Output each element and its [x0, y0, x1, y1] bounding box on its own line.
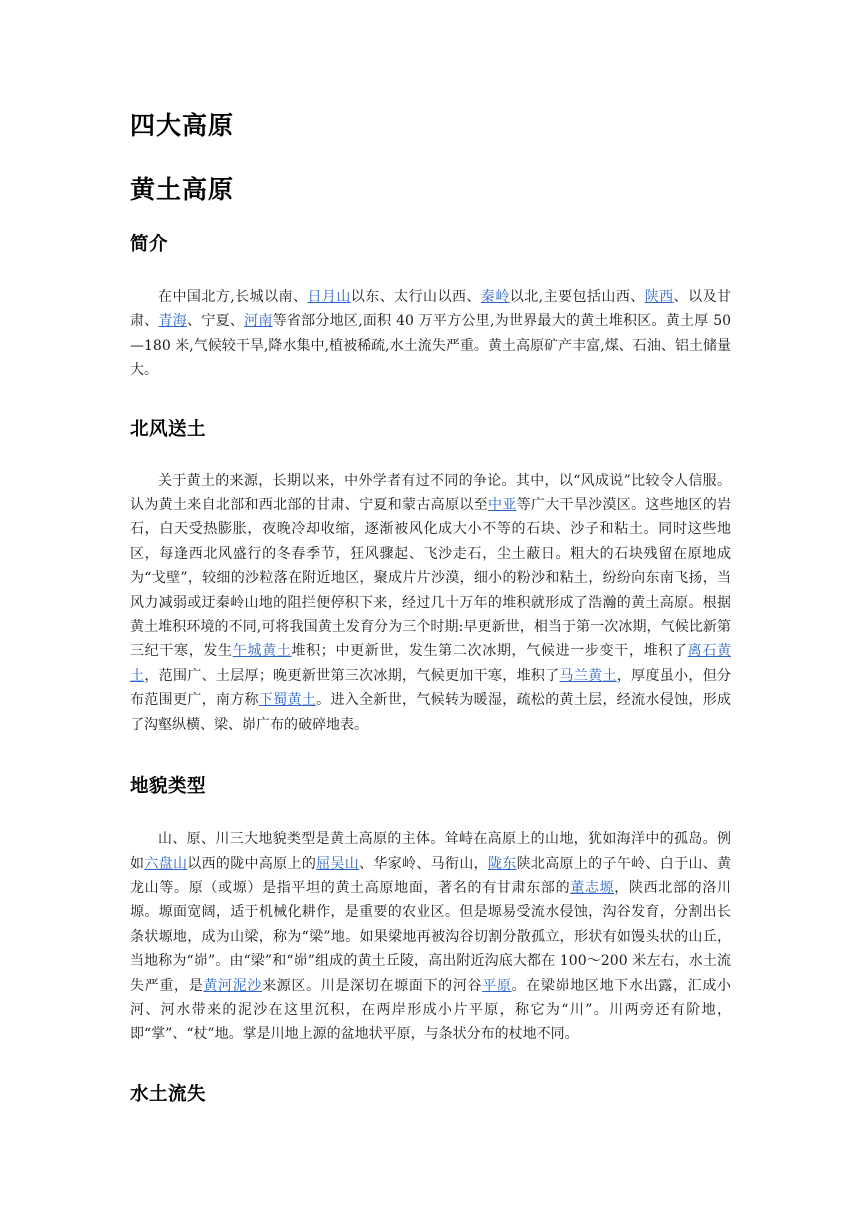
- paragraph-text: 山、原、川三大地貌类型是黄土高原的主体。耸峙在高原上的山地，犹如海洋中的孤岛。例如: [130, 831, 731, 872]
- hyperlink[interactable]: 午城黄土: [232, 643, 292, 660]
- hyperlink[interactable]: 六盘山: [144, 855, 188, 872]
- section-paragraph-landforms: [130, 827, 731, 1047]
- hyperlink[interactable]: 下蜀黄土: [258, 692, 317, 709]
- hyperlink[interactable]: 屈吴山: [316, 855, 360, 872]
- section-heading-intro: 简介: [130, 234, 169, 255]
- paragraph-text: 陕北高原上的子午岭、白于山、黄龙山等。原（或塬）是指平坦的黄土高原地面，著名的有甘肃东部的: [130, 855, 732, 896]
- hyperlink[interactable]: 中亚: [487, 497, 517, 514]
- paragraph-text: 堆积；中更新世，发生第二次冰期，气候进一步变干，堆积了: [291, 643, 688, 660]
- section-heading-landforms: 地貌类型: [130, 776, 207, 798]
- paragraph-text: ，范围广、土层厚；晚更新世第三次冰期，气候更加干寒，堆积了: [144, 667, 560, 684]
- hyperlink[interactable]: 秦岭: [480, 289, 510, 305]
- hyperlink[interactable]: 离石黄土: [130, 643, 732, 684]
- paragraph-text: 、以及甘肃、: [130, 289, 732, 330]
- document-content: [130, 104, 731, 1110]
- hyperlink[interactable]: 陕西: [644, 289, 674, 305]
- section-heading-wind: 北风送土: [130, 418, 207, 440]
- paragraph-text: 、宁夏、: [187, 313, 245, 330]
- paragraph-text: 以西的陇中高原上的: [187, 855, 317, 872]
- paragraph-text: 等广大干旱沙漠区。这些地区的岩石，白天受热膨胀，夜晚冷却收缩，逐渐被风化成大小不等的石块、沙子和粘土。同时这些地区，每逢西北风盛行的冬春季节，狂风骤起、飞沙走石，尘土蔽日。粗大的石块残留在原地成为“戈壁”，较细的沙粒落在附近地区，聚成片片沙漠，细小的粉沙和粘土，纷纷向东南飞扬，当风力减弱或迂秦岭山地的阻拦便停积下来，经过几十万年的堆积就形成了浩瀚的黄土高原。根据黄土堆积环境的不同,可将我国黄土发育分为三个时期:早更新世，相当于第一次冰期，气候比新第三纪干寒，发生: [130, 497, 732, 660]
- document-title: 四大高原: [130, 111, 235, 140]
- paragraph-text: 关于黄土的来源，长期以来，中外学者有过不同的争论。其中，以“风成说”比较令人信服。认为黄土来自北部和西北部的甘肃、宁夏和蒙古高原以至: [130, 472, 731, 514]
- hyperlink[interactable]: 平原: [482, 977, 512, 994]
- hyperlink[interactable]: 青海: [158, 313, 188, 330]
- paragraph-text: ，厚度虽小，但分布范围更广，南方称: [130, 667, 732, 709]
- document-subtitle: 黄土高原: [130, 175, 235, 204]
- paragraph-text: 。在梁峁地区地下水出露，汇成小河、河水带来的泥沙在这里沉积，在两岸形成小片平原，称它为“川”。川两旁还有阶地，即“掌”、“杖”地。掌是川地上源的盆地状平原，与条状分布的杖地不同。: [130, 977, 732, 1043]
- paragraph-text: 来源区。川是深切在塬面下的河谷: [262, 977, 483, 994]
- hyperlink[interactable]: 董志塬: [570, 879, 615, 896]
- paragraph-text: 以北,主要包括山西、: [509, 289, 645, 305]
- hyperlink[interactable]: 黄河泥沙: [203, 977, 263, 994]
- paragraph-text: 在中国北方,长城以南、: [158, 289, 308, 305]
- hyperlink[interactable]: 陇东: [487, 855, 517, 872]
- hyperlink[interactable]: 河南: [244, 313, 273, 330]
- hyperlink[interactable]: 日月山: [307, 289, 351, 305]
- section-paragraph-wind: [130, 469, 731, 737]
- paragraph-text: 以东、太行山以西、: [350, 289, 481, 305]
- section-heading-erosion: 水土流失: [130, 1083, 207, 1105]
- paragraph-text: ，陕西北部的洛川塬。塬面宽阔，适于机械化耕作，是重要的农业区。但是塬易受流水侵蚀，沟谷发育，分割出长条状塬地，成为山梁，称为“梁”地。如果梁地再被沟谷切割分散孤立，形状有如馒头状的山丘，当地称为“峁”。由“梁”和“峁”组成的黄土丘陵，高出附近沟底大都在 100～200 米左右，水土流失严重，是: [130, 879, 732, 994]
- paragraph-text: 等省部分地区,面积 40 万平方公里,为世界最大的黄土堆积区。黄土厚 50—180 米,气候较干旱,降水集中,植被稀疏,水土流失严重。黄土高原矿产丰富,煤、石油、铝土储量大。: [130, 313, 732, 379]
- section-paragraph-intro: [130, 285, 731, 383]
- paragraph-text: 、华家岭、马衔山，: [359, 855, 488, 872]
- paragraph-text: 。进入全新世，气候转为暖湿，疏松的黄土层，经流水侵蚀，形成了沟壑纵横、梁、峁广布的破碎地表。: [130, 692, 732, 733]
- hyperlink[interactable]: 马兰黄土: [559, 667, 617, 684]
